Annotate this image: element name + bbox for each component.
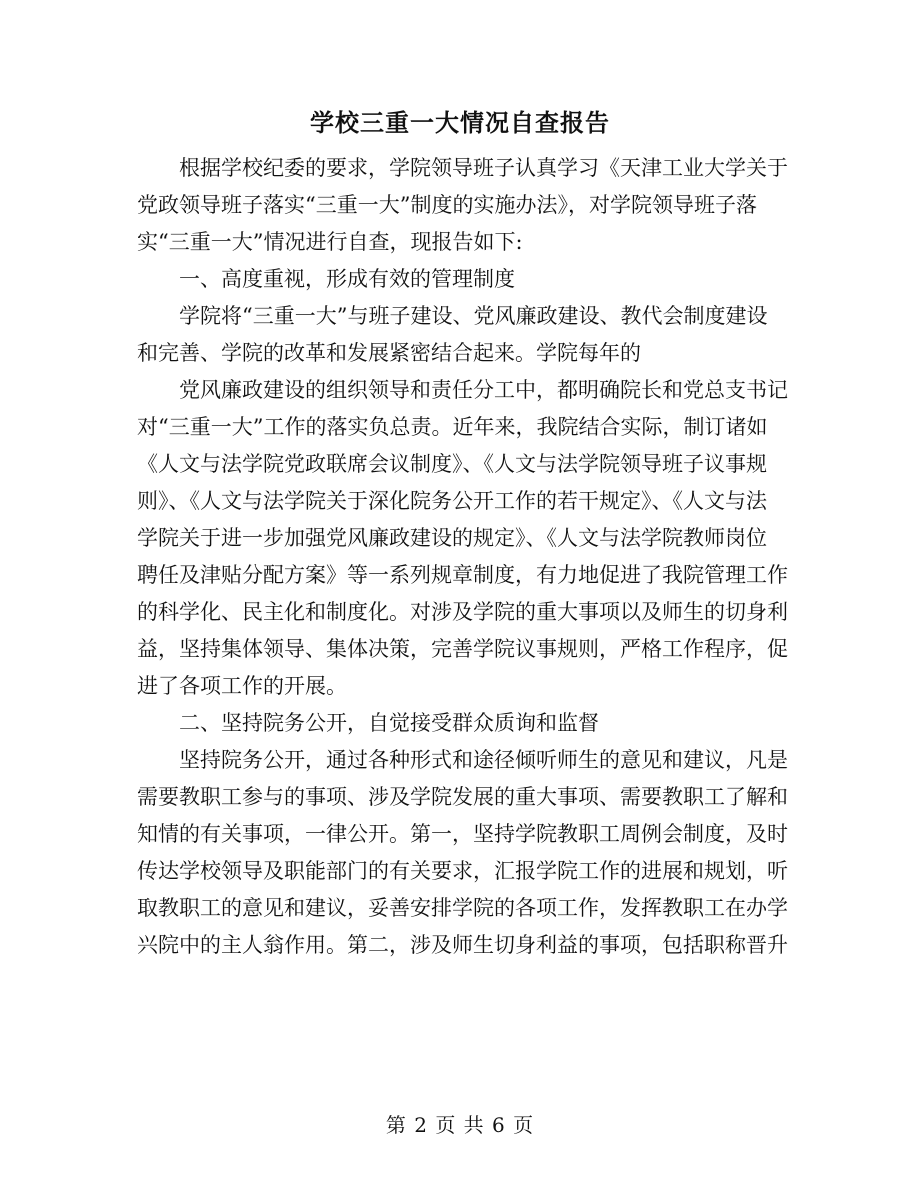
text-line: 的科学化、民主化和制度化。对涉及学院的重大事项以及师生的切身利	[137, 600, 788, 624]
text-line: 党政领导班子落实“三重一大”制度的实施办法》，对学院领导班子落	[137, 193, 757, 217]
text-line: 实“三重一大”情况进行自查，现报告如下:	[137, 230, 523, 254]
text-line: 传达学校领导及职能部门的有关要求，汇报学院工作的进展和规划，听	[137, 859, 788, 883]
text-line: 对“三重一大”工作的落实负总责。近年来，我院结合实际，制订诸如	[137, 415, 768, 439]
text-line: 学院关于进一步加强党风廉政建设的规定》、《人文与法学院教师岗位	[137, 526, 767, 550]
text-line: 取教职工的意见和建议，妥善安排学院的各项工作，发挥教职工在办学	[137, 896, 788, 920]
text-line: 和完善、学院的改革和发展紧密结合起来。学院每年的	[137, 341, 641, 365]
text-line: 学院将“三重一大”与班子建设、党风廉政建设、教代会制度建设	[179, 304, 768, 328]
text-line: 兴院中的主人翁作用。第二，涉及师生切身利益的事项，包括职称晋升	[137, 933, 788, 957]
text-line: 益，坚持集体领导、集体决策，完善学院议事规则，严格工作程序，促	[137, 637, 788, 661]
page-number-footer: 第 2 页 共 6 页	[385, 1113, 535, 1137]
text-line: 则》、《人文与法学院关于深化院务公开工作的若干规定》、《人文与法	[137, 489, 767, 513]
section-heading: 二、坚持院务公开，自觉接受群众质询和监督	[179, 711, 599, 735]
text-line: 需要教职工参与的事项、涉及学院发展的重大事项、需要教职工了解和	[137, 785, 788, 809]
text-line: 聘任及津贴分配方案》等一系列规章制度，有力地促进了我院管理工作	[137, 563, 788, 587]
document-title: 学校三重一大情况自查报告	[310, 108, 610, 137]
text-line: 坚持院务公开，通过各种形式和途径倾听师生的意见和建议，凡是	[179, 748, 788, 772]
text-line: 根据学校纪委的要求，学院领导班子认真学习《天津工业大学关于	[179, 156, 788, 180]
text-line: 进了各项工作的开展。	[137, 674, 347, 698]
section-heading: 一、高度重视，形成有效的管理制度	[179, 267, 515, 291]
text-line: 党风廉政建设的组织领导和责任分工中，都明确院长和党总支书记	[179, 378, 788, 402]
document-body	[137, 150, 788, 964]
text-line: 知情的有关事项，一律公开。第一，坚持学院教职工周例会制度，及时	[137, 822, 788, 846]
text-line: 《人文与法学院党政联席会议制度》、《人文与法学院领导班子议事规	[137, 452, 767, 476]
